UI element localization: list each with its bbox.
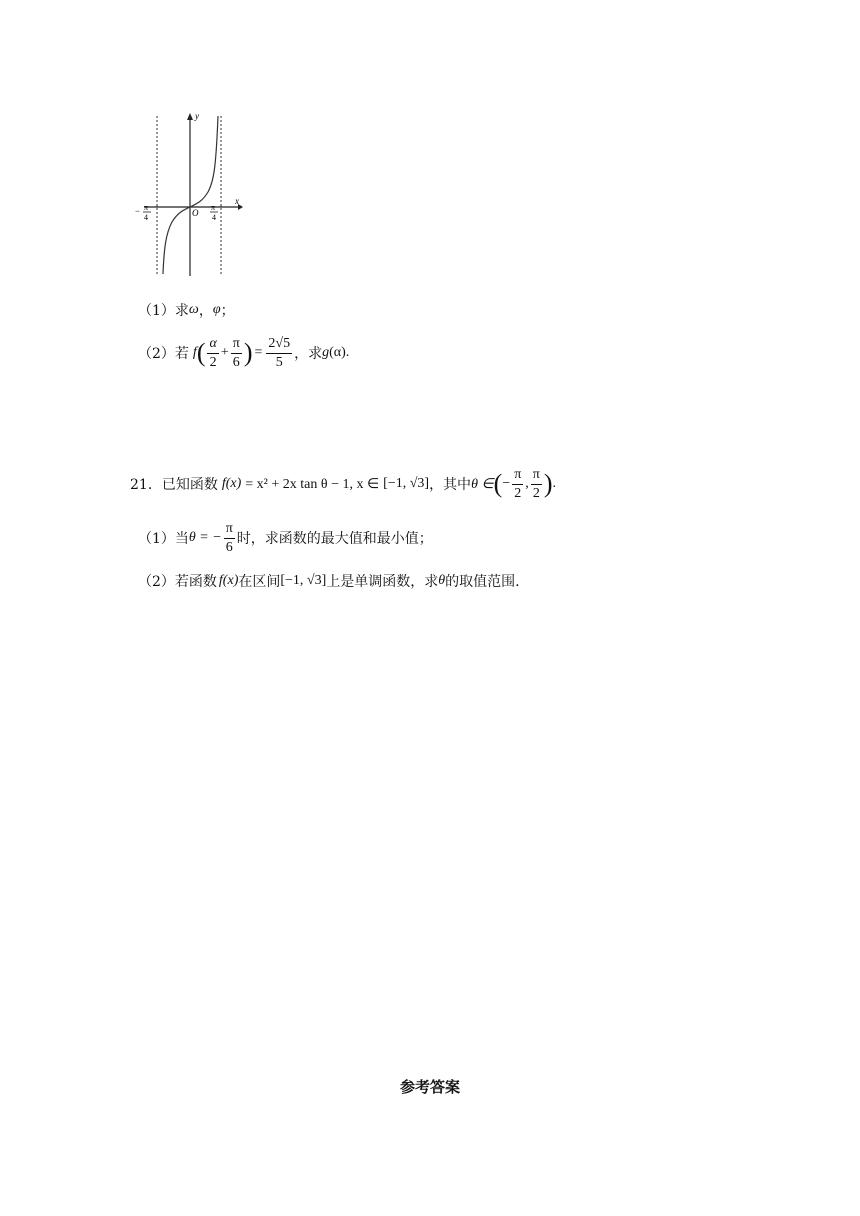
frac-num: π (531, 466, 542, 485)
frac-num: π (231, 335, 242, 354)
pi-over-6 (231, 335, 242, 372)
g-symbol: g (322, 345, 330, 360)
q20-part1-end: ； (220, 303, 235, 319)
f-symbol: f (192, 345, 197, 360)
range-close: ) (543, 469, 553, 498)
q20-part1 (138, 300, 235, 320)
origin-label: O (192, 208, 199, 218)
frac-den: 2 (532, 485, 540, 501)
theta-equals: θ = − (188, 530, 222, 545)
q21-interval: [−1, √3] (383, 476, 430, 491)
q21-expression: = x² + 2x tan θ − 1, x ∈ (245, 476, 380, 492)
q21-part2 (138, 566, 520, 596)
q20-part1-label: （1）求 (138, 303, 189, 319)
y-axis-arrow (187, 113, 193, 120)
left-paren: ( (196, 338, 206, 367)
range-open: ( (493, 469, 503, 498)
q21-part2-label: （2）若函数 (138, 574, 217, 590)
q21-part1-rest: 时，求函数的最大值和最小值； (236, 531, 433, 547)
frac-den: 2 (209, 354, 217, 370)
q20-part2 (138, 333, 349, 373)
plus-sign: + (220, 345, 229, 360)
q21-number: 21．已知函数 (130, 477, 218, 493)
fx-symbol: f(x) (218, 573, 239, 588)
q21-part1-label: （1）当 (138, 531, 189, 547)
q21-stem (130, 464, 556, 504)
two-root5-over-5 (266, 335, 292, 372)
x-axis-label: x (235, 196, 239, 206)
pi-over-2-right (531, 466, 542, 503)
pi-over-6 (224, 520, 235, 557)
pos-quarter-pi-den: 4 (212, 213, 216, 222)
frac-num: α (207, 335, 218, 354)
phi-symbol: φ (212, 302, 221, 317)
q21-part2-rest2: 的取值范围. (445, 574, 520, 590)
q20-part1-sep: ， (198, 303, 213, 319)
frac-den: 5 (275, 354, 283, 370)
q21-stem-end: . (552, 476, 557, 491)
theta-symbol: θ (438, 573, 446, 588)
frac-num: π (224, 520, 235, 539)
q21-part2-mid: 在区间 (238, 574, 281, 590)
q21-part2-interval: [−1, √3] (280, 573, 327, 588)
fx-symbol: f(x) (221, 476, 242, 491)
omega-symbol: ω (188, 302, 199, 317)
neg-sign: − (502, 476, 511, 491)
theta-in: θ ∈ (471, 476, 494, 492)
frac-num: 2√5 (266, 335, 292, 354)
answer-section-title: 参考答案 (399, 1078, 460, 1096)
frac-den: 2 (514, 485, 522, 501)
neg-quarter-pi-num: π (144, 203, 149, 212)
neg-quarter-pi-den: 4 (144, 213, 148, 222)
alpha-over-2 (207, 335, 218, 372)
q20-part2-mid: ，求 (294, 346, 323, 362)
tangent-graph-figure (130, 108, 250, 280)
q21-part2-rest1: 上是单调函数，求 (326, 574, 439, 590)
range-comma: , (525, 476, 529, 491)
frac-den: 6 (225, 539, 233, 555)
g-argument: (α) (329, 345, 346, 360)
q21-mid: ，其中 (429, 477, 472, 493)
frac-den: 6 (232, 354, 240, 370)
equals-sign: = (254, 345, 263, 360)
q20-part2-label: （2）若 (138, 346, 189, 362)
neg-quarter-pi-sign: − (135, 206, 141, 216)
q20-part2-end: . (345, 345, 350, 360)
pos-quarter-pi-num: π (211, 203, 216, 212)
y-axis-label: y (195, 111, 199, 121)
frac-num: π (512, 466, 523, 485)
q21-part1 (138, 518, 433, 558)
right-paren: ) (243, 338, 253, 367)
pi-over-2-left (512, 466, 523, 503)
